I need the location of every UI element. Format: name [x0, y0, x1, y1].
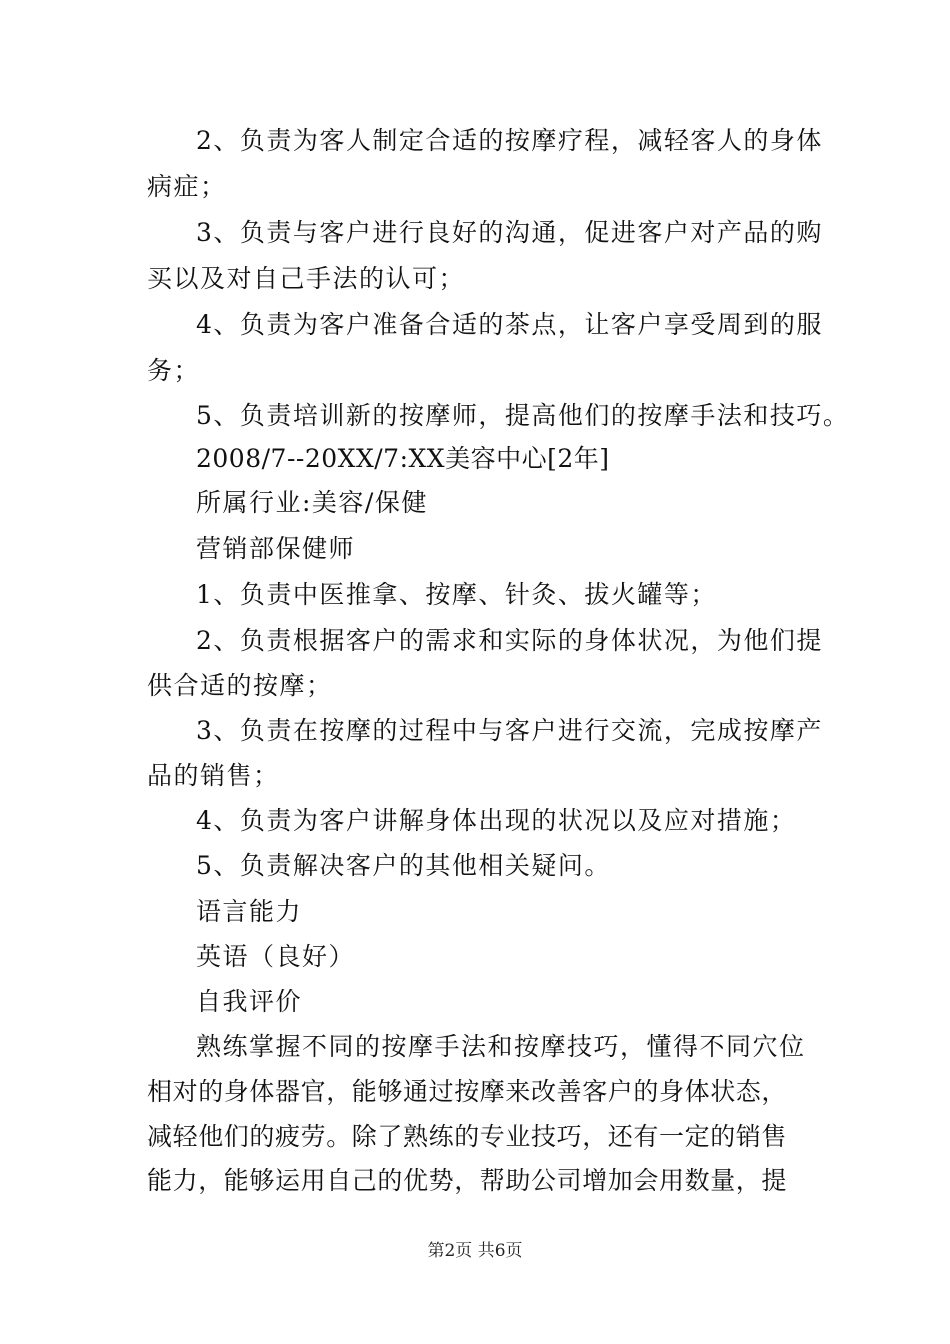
paragraph-line: 病症； — [147, 172, 227, 201]
paragraph-line: 务； — [147, 356, 201, 385]
paragraph-line: 3、负责在按摩的过程中与客户进行交流，完成按摩产 — [196, 716, 823, 745]
paragraph-line: 供合适的按摩； — [147, 671, 333, 700]
paragraph-line: 熟练掌握不同的按摩手法和按摩技巧，懂得不同穴位 — [196, 1032, 806, 1061]
paragraph-line: 减轻他们的疲劳。除了熟练的专业技巧，还有一定的销售 — [147, 1122, 788, 1151]
position-line: 营销部保健师 — [196, 534, 356, 563]
job-period-line: 2008/7--20XX/7:XX美容中心[2年] — [196, 444, 610, 473]
industry-line: 所属行业:美容/保健 — [196, 488, 428, 517]
paragraph-line: 2、负责根据客户的需求和实际的身体状况，为他们提 — [196, 626, 823, 655]
paragraph-line: 5、负责解决客户的其他相关疑问。 — [196, 851, 611, 880]
paragraph-line: 品的销售； — [147, 761, 280, 790]
paragraph-line: 5、负责培训新的按摩师，提高他们的按摩手法和技巧。 — [196, 401, 850, 430]
paragraph-line: 相对的身体器官，能够通过按摩来改善客户的身体状态， — [147, 1077, 788, 1106]
paragraph-line: 2、负责为客人制定合适的按摩疗程，减轻客人的身体 — [196, 126, 823, 155]
language-line: 英语（良好） — [196, 942, 356, 971]
paragraph-line: 3、负责与客户进行良好的沟通，促进客户对产品的购 — [196, 218, 823, 247]
paragraph-line: 1、负责中医推拿、按摩、针灸、拔火罐等； — [196, 580, 717, 609]
page-number-footer: 第2页 共6页 — [427, 1241, 523, 1261]
paragraph-line: 4、负责为客户准备合适的茶点，让客户享受周到的服 — [196, 310, 823, 339]
paragraph-line: 能力，能够运用自己的优势，帮助公司增加会用数量，提 — [147, 1166, 788, 1195]
section-heading-language: 语言能力 — [196, 897, 303, 926]
section-heading-self-evaluation: 自我评价 — [196, 987, 303, 1016]
paragraph-line: 买以及对自己手法的认可； — [147, 264, 466, 293]
paragraph-line: 4、负责为客户讲解身体出现的状况以及应对措施； — [196, 806, 797, 835]
